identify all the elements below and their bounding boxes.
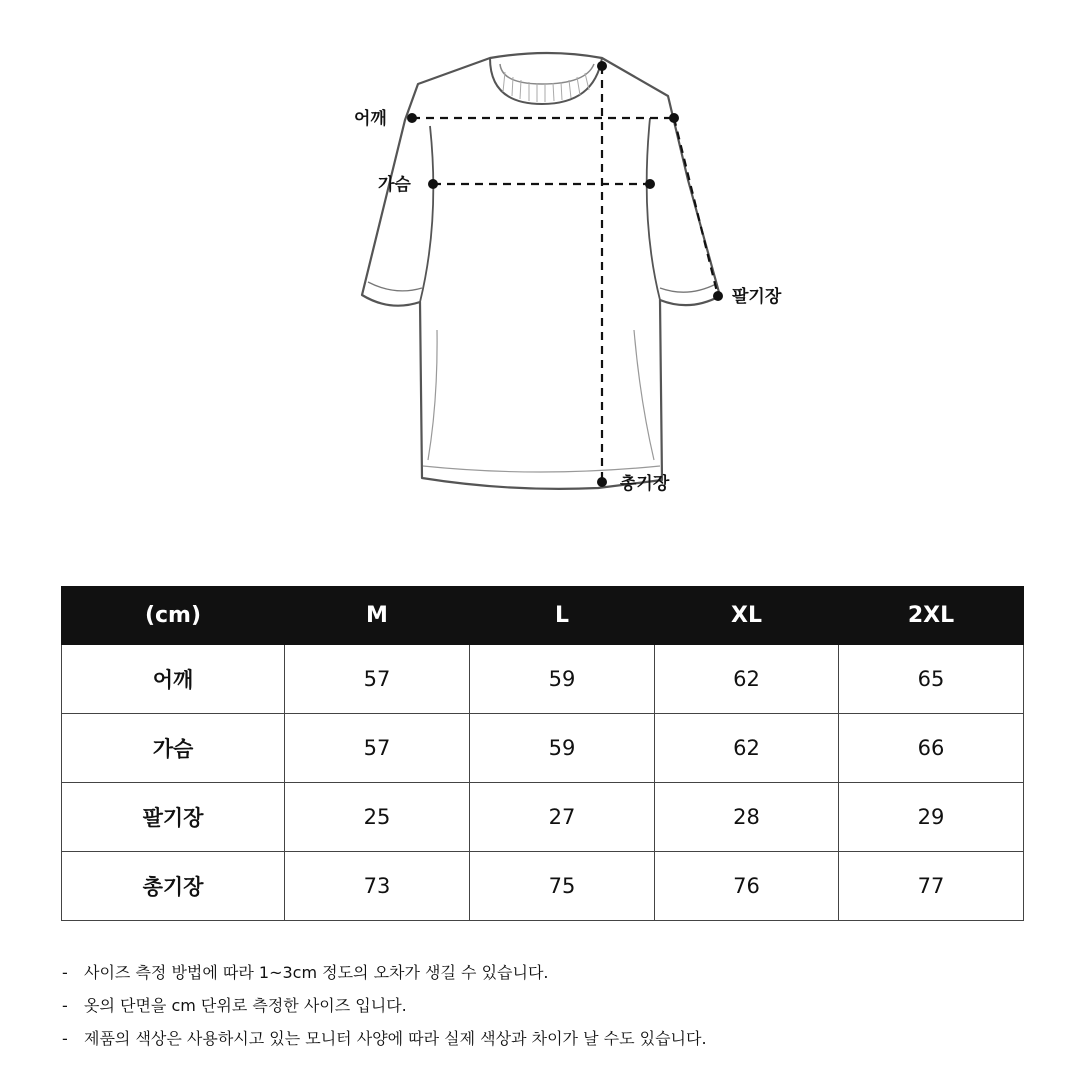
row-label: 어깨 [62,645,285,714]
table-cell: 59 [470,645,655,714]
table-row [62,783,1024,852]
note-text: 사이즈 측정 방법에 따라 1~3cm 정도의 오차가 생길 수 있습니다. [84,963,549,982]
size-header-l: L [470,587,655,645]
total-top-dot [597,61,607,71]
note-bullet: - [62,963,68,982]
table-cell: 57 [285,645,470,714]
row-label: 팔기장 [62,783,285,852]
table-cell: 65 [839,645,1024,714]
table-row [62,645,1024,714]
note-text: 제품의 색상은 사용하시고 있는 모니터 사양에 따라 실제 색상과 차이가 날 수도 있습니다. [84,1029,707,1048]
note-bullet: - [62,996,68,1015]
size-table [61,586,1024,921]
row-label: 가슴 [62,714,285,783]
unit-header: (cm) [62,587,285,645]
note-bullet: - [62,1029,68,1048]
table-cell: 27 [470,783,655,852]
sleeve-label: 팔기장 [732,287,782,307]
table-cell: 57 [285,714,470,783]
chest-right-dot [645,179,655,189]
table-cell: 29 [839,783,1024,852]
note-item [62,1022,1062,1055]
table-cell: 76 [655,852,839,921]
total-bottom-dot [597,477,607,487]
size-header-m: M [285,587,470,645]
table-cell: 75 [470,852,655,921]
size-header-2xl: 2XL [839,587,1024,645]
table-cell: 77 [839,852,1024,921]
total-length-label: 총기장 [620,474,670,494]
row-label: 총기장 [62,852,285,921]
shoulder-right-dot [669,113,679,123]
note-item [62,956,1062,989]
table-cell: 59 [470,714,655,783]
chest-left-dot [428,179,438,189]
table-cell: 66 [839,714,1024,783]
table-cell: 28 [655,783,839,852]
table-cell: 73 [285,852,470,921]
sleeve-end-dot [713,291,723,301]
note-text: 옷의 단면을 cm 단위로 측정한 사이즈 입니다. [84,996,407,1015]
notes-list [62,956,1062,1055]
shoulder-label: 어깨 [354,109,387,129]
table-cell: 62 [655,714,839,783]
table-cell: 62 [655,645,839,714]
size-header-xl: XL [655,587,839,645]
shoulder-left-dot [407,113,417,123]
table-row [62,852,1024,921]
table-row [62,714,1024,783]
table-cell: 25 [285,783,470,852]
table-header-row [62,587,1024,645]
chest-label: 가슴 [378,175,411,195]
note-item [62,989,1062,1022]
